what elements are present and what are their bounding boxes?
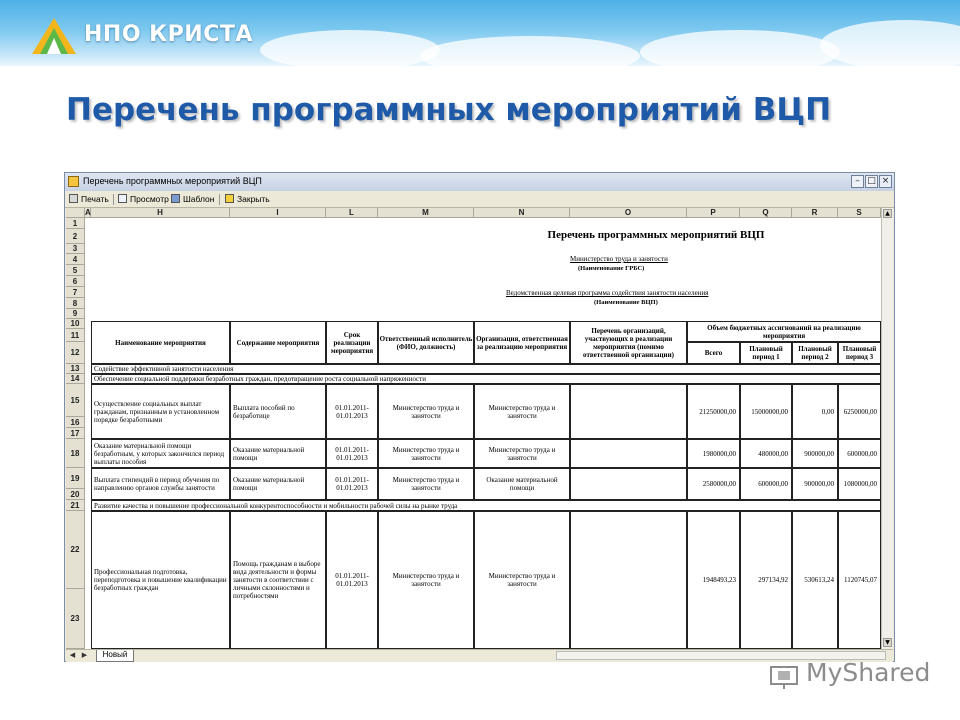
section-row: Обеспечение социальной поддержки безработных граждан, предотвращение роста социальной напряженности <box>91 374 881 384</box>
item-name: Выплата стипендий в период обучения по направлению органов службы занятости <box>91 468 230 500</box>
next-sheet-arrow-icon[interactable]: ▶ <box>81 651 88 659</box>
header-banner <box>0 0 960 66</box>
scroll-down-arrow-icon[interactable]: ▼ <box>883 638 892 647</box>
item-period-1: 15000000,00 <box>740 384 792 439</box>
section-row: Развитие качества и повышение профессиональной конкурентоспособности и мобильности рабочей силы на рынке труда <box>91 500 881 511</box>
column-header[interactable]: R <box>792 208 838 218</box>
header-executor: Ответственный исполнитель (ФИО, должность) <box>378 321 474 364</box>
column-header[interactable]: I <box>230 208 326 218</box>
row-header[interactable]: 2 <box>66 229 85 244</box>
cloud-shape <box>640 30 840 66</box>
row-header[interactable]: 1 <box>66 218 85 229</box>
print-button[interactable] <box>69 193 109 205</box>
window-titlebar <box>65 173 894 192</box>
spreadsheet-grid[interactable] <box>66 208 893 649</box>
close-window-button[interactable]: × <box>879 175 892 188</box>
item-total: 1980000,00 <box>687 439 740 468</box>
first-sheet-arrow-icon[interactable]: ◀ <box>69 651 76 659</box>
cloud-shape <box>820 20 960 66</box>
header-period-2: Плановый период 2 <box>792 342 838 364</box>
header-content: Содержание мероприятия <box>230 321 326 364</box>
item-period-2: 0,00 <box>792 384 838 439</box>
item-period-3: 1120745,07 <box>838 511 881 649</box>
column-header[interactable]: P <box>687 208 740 218</box>
row-header[interactable]: 4 <box>66 254 85 265</box>
row-header[interactable]: 8 <box>66 298 85 309</box>
column-header[interactable]: M <box>378 208 474 218</box>
preview-label: Просмотр <box>130 194 169 204</box>
toolbar <box>65 191 894 208</box>
column-header[interactable]: O <box>570 208 687 218</box>
item-organization: Министерство труда и занятости <box>474 384 570 439</box>
item-organization: Министерство труда и занятости <box>474 511 570 649</box>
sheet-tabs-bar <box>66 649 893 662</box>
cloud-shape <box>260 30 440 66</box>
column-header[interactable]: Q <box>740 208 792 218</box>
item-period-3: 600000,00 <box>838 439 881 468</box>
toolbar-separator <box>113 194 114 205</box>
row-header[interactable]: 15 <box>66 384 85 417</box>
template-icon <box>171 194 180 203</box>
row-header[interactable]: 3 <box>66 244 85 254</box>
header-organization: Организация, ответственная за реализацию мероприятия <box>474 321 570 364</box>
item-term: 01.01.2011-01.01.2013 <box>326 439 378 468</box>
column-header[interactable]: L <box>326 208 378 218</box>
item-content: Выплата пособий по безработице <box>230 384 326 439</box>
item-organization: Министерство труда и занятости <box>474 439 570 468</box>
item-executor: Министерство труда и занятости <box>378 384 474 439</box>
select-all-corner[interactable] <box>66 208 85 218</box>
watermark-text: MyShared <box>806 658 931 687</box>
header-name: Наименование мероприятия <box>91 321 230 364</box>
row-header[interactable]: 20 <box>66 489 85 500</box>
exit-door-icon <box>225 194 234 203</box>
item-content: Помощь гражданам в выборе вида деятельности и формы занятости в соответствии с личными склонностями и потребностями <box>230 511 326 649</box>
program-name: Ведомственная целевая программа содействия занятости населения <box>506 289 709 297</box>
row-header[interactable]: 13 <box>66 364 85 374</box>
maximize-button[interactable]: □ <box>865 175 878 188</box>
krista-logo-icon <box>30 16 78 56</box>
template-label: Шаблон <box>183 194 215 204</box>
item-total: 21250000,00 <box>687 384 740 439</box>
item-name: Профессиональная подготовка, переподготовка и повышение квалификации безработных граждан <box>91 511 230 649</box>
item-total: 1948493,23 <box>687 511 740 649</box>
column-header[interactable]: H <box>91 208 230 218</box>
item-period-2: 530613,24 <box>792 511 838 649</box>
row-header[interactable]: 22 <box>66 511 85 589</box>
document-title: Перечень программных мероприятий ВЦП <box>547 229 765 241</box>
item-participants <box>570 439 687 468</box>
row-header[interactable]: 14 <box>66 374 85 384</box>
column-header[interactable]: A <box>85 208 91 217</box>
item-executor: Министерство труда и занятости <box>378 439 474 468</box>
item-period-2: 900000,00 <box>792 468 838 500</box>
brand-name: НПО КРИСТА <box>84 22 253 47</box>
presentation-icon <box>770 664 800 690</box>
row-header[interactable]: 11 <box>66 329 85 342</box>
item-total: 2580000,00 <box>687 468 740 500</box>
item-period-3: 6250000,00 <box>838 384 881 439</box>
row-header[interactable]: 12 <box>66 342 85 364</box>
item-organization: Оказание материальной помощи <box>474 468 570 500</box>
scroll-up-arrow-icon[interactable]: ▲ <box>883 209 892 218</box>
row-header[interactable]: 16 <box>66 417 85 428</box>
ministry-caption: (Наименование ГРБС) <box>578 265 645 272</box>
row-header[interactable]: 21 <box>66 500 85 511</box>
header-budget: Объем бюджетных ассигнований на реализацию мероприятия <box>687 321 881 342</box>
item-name: Оказание материальной помощи безработным, у которых закончился период выплаты пособия <box>91 439 230 468</box>
vertical-scrollbar[interactable] <box>881 208 893 649</box>
window-title: Перечень программных мероприятий ВЦП <box>83 176 262 186</box>
item-period-1: 480000,00 <box>740 439 792 468</box>
section-row: Содействие эффективной занятости населения <box>91 364 881 374</box>
header-term: Срок реализации мероприятия <box>326 321 378 364</box>
row-header[interactable]: 19 <box>66 468 85 489</box>
sheet-tab-new[interactable]: Новый <box>96 650 134 662</box>
toolbar-separator <box>219 194 220 205</box>
row-header[interactable]: 5 <box>66 265 85 276</box>
header-participants: Перечень организаций, участвующих в реализации мероприятия (помимо ответственной организации) <box>570 321 687 364</box>
header-period-3: Плановый период 3 <box>838 342 881 364</box>
minimize-button[interactable]: – <box>851 175 864 188</box>
page-title: Перечень программных мероприятий ВЦП <box>66 92 832 128</box>
row-header[interactable]: 10 <box>66 319 85 329</box>
print-label: Печать <box>81 194 109 204</box>
item-period-1: 600000,00 <box>740 468 792 500</box>
row-header[interactable]: 18 <box>66 439 85 468</box>
item-period-3: 1080000,00 <box>838 468 881 500</box>
close-label: Закрыть <box>237 194 270 204</box>
item-period-1: 297134,92 <box>740 511 792 649</box>
item-term: 01.01.2011-01.01.2013 <box>326 511 378 649</box>
item-term: 01.01.2011-01.01.2013 <box>326 384 378 439</box>
column-header[interactable]: N <box>474 208 570 218</box>
template-button[interactable] <box>171 193 214 205</box>
program-caption: (Наименование ВЦП) <box>594 299 658 306</box>
row-header[interactable]: 7 <box>66 287 85 298</box>
item-executor: Министерство труда и занятости <box>378 468 474 500</box>
item-content: Оказание материальной помощи <box>230 439 326 468</box>
preview-button[interactable] <box>118 193 169 205</box>
item-participants <box>570 384 687 439</box>
preview-icon <box>118 194 127 203</box>
column-header[interactable]: S <box>838 208 881 218</box>
cloud-shape <box>420 36 640 66</box>
item-period-2: 900000,00 <box>792 439 838 468</box>
close-button[interactable] <box>225 193 270 205</box>
item-participants <box>570 511 687 649</box>
row-header[interactable]: 6 <box>66 276 85 287</box>
item-participants <box>570 468 687 500</box>
row-header[interactable]: 23 <box>66 589 85 649</box>
header-period-1: Плановый период 1 <box>740 342 792 364</box>
row-header[interactable]: 9 <box>66 309 85 319</box>
printer-icon <box>69 194 78 203</box>
row-header[interactable]: 17 <box>66 428 85 439</box>
ministry-name: Министерство труда и занятости <box>570 255 668 263</box>
app-icon <box>68 176 79 187</box>
item-name: Осуществление социальных выплат гражданам, признанным в установленном порядке безработными <box>91 384 230 439</box>
item-content: Оказание материальной помощи <box>230 468 326 500</box>
item-term: 01.01.2011-01.01.2013 <box>326 468 378 500</box>
item-executor: Министерство труда и занятости <box>378 511 474 649</box>
report-window <box>64 172 895 662</box>
header-total: Всего <box>687 342 740 364</box>
